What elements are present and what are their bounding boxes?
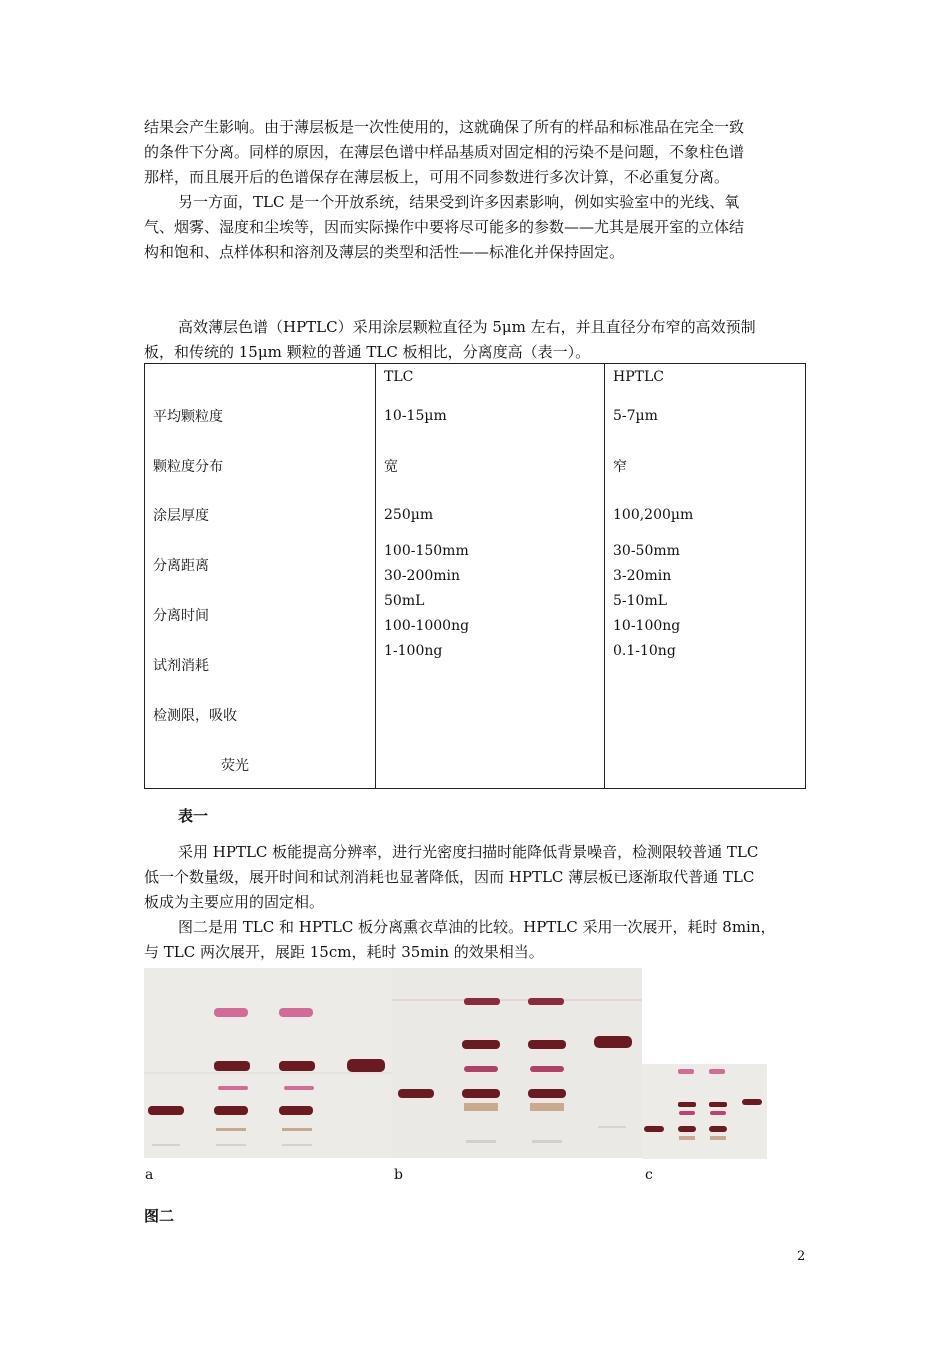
band xyxy=(216,1128,246,1131)
band xyxy=(462,1089,500,1098)
hptlc-value: 30-50mm xyxy=(613,543,680,559)
band xyxy=(462,1040,500,1049)
text-line: 低一个数量级，展开时间和试剂消耗也显著降低，因而 HPTLC 薄层板已逐渐取代普通 TLC xyxy=(144,868,755,886)
tlc-plate-b xyxy=(392,968,642,1158)
table-divider xyxy=(604,364,605,788)
tlc-value: 100-1000ng xyxy=(384,618,470,634)
band xyxy=(532,1140,562,1143)
tlc-value: 30-200min xyxy=(384,568,461,584)
band xyxy=(464,1103,498,1111)
figure-caption: 图二 xyxy=(144,1207,175,1225)
band xyxy=(528,1089,566,1098)
hptlc-value: 5-10mL xyxy=(613,593,668,609)
band xyxy=(528,1040,566,1049)
figure-label-b: b xyxy=(394,1167,403,1183)
text-line: 那样，而且展开后的色谱保存在薄层板上，可用不同参数进行多次计算，不必重复分离。 xyxy=(144,168,730,186)
text-line: 的条件下分离。同样的原因，在薄层色谱中样品基质对固定相的污染不是问题，不象柱色谱 xyxy=(144,143,745,161)
band xyxy=(282,1128,312,1131)
table-caption: 表一 xyxy=(178,807,209,825)
band xyxy=(282,1144,312,1146)
tlc-particle-size: 10-15µm xyxy=(384,408,447,424)
figure-label-a: a xyxy=(145,1167,154,1183)
text-line: 图二是用 TLC 和 HPTLC 板分离熏衣草油的比较。HPTLC 采用一次展开，耗时 8min， xyxy=(178,918,776,936)
band xyxy=(347,1059,385,1072)
band xyxy=(742,1099,762,1105)
hptlc-value: 10-100ng xyxy=(613,618,681,634)
text-line: 与 TLC 两次展开，展距 15cm，耗时 35min 的效果相当。 xyxy=(144,943,544,961)
band xyxy=(218,1086,248,1090)
text-line: 板，和传统的 15μm 颗粒的普通 TLC 板相比，分离度高（表一）。 xyxy=(144,343,591,361)
band xyxy=(279,1061,315,1071)
col-header-tlc: TLC xyxy=(384,369,414,385)
band xyxy=(709,1126,727,1132)
tlc-distribution: 宽 xyxy=(384,459,398,475)
tlc-value: 100-150mm xyxy=(384,543,469,559)
tlc-plate-c xyxy=(642,1064,767,1159)
row-label: 荧光 xyxy=(221,758,249,774)
hptlc-particle-size: 5-7µm xyxy=(613,408,658,424)
plate-background xyxy=(642,1064,767,1159)
band xyxy=(709,1102,727,1107)
band xyxy=(594,1036,632,1048)
band xyxy=(679,1136,695,1140)
col-header-hptlc: HPTLC xyxy=(613,369,664,385)
band xyxy=(710,1111,726,1115)
band xyxy=(398,1089,434,1098)
text-line: 板成为主要应用的固定相。 xyxy=(144,893,325,911)
hptlc-value: 3-20min xyxy=(613,568,672,584)
hptlc-distribution: 窄 xyxy=(613,459,627,475)
figure-label-c: c xyxy=(645,1167,653,1183)
tlc-plate-a xyxy=(144,968,392,1158)
band xyxy=(528,998,564,1005)
paragraph-hptlc-advantages xyxy=(144,840,806,915)
page-number: 2 xyxy=(797,1249,806,1264)
paragraph-continuation xyxy=(144,115,806,190)
row-label: 试剂消耗 xyxy=(153,658,209,674)
text-line: 高效薄层色谱（HPTLC）采用涂层颗粒直径为 5μm 左右，并且直径分布窄的高效预制 xyxy=(178,318,756,336)
band xyxy=(710,1136,726,1140)
row-label: 分离距离 xyxy=(153,558,209,574)
band xyxy=(598,1126,626,1128)
row-label: 颗粒度分布 xyxy=(153,459,223,475)
text-line: 气、烟雾、湿度和尘埃等，因而实际操作中要将尽可能多的参数——尤其是展开室的立体结 xyxy=(144,218,745,236)
paragraph-figure-intro xyxy=(144,915,806,965)
band xyxy=(279,1008,313,1017)
band xyxy=(530,1103,564,1111)
row-label: 涂层厚度 xyxy=(153,508,209,524)
row-label: 检测限，吸收 xyxy=(153,708,237,724)
band xyxy=(679,1111,695,1115)
paragraph-hptlc-intro xyxy=(144,315,806,365)
band xyxy=(214,1008,248,1017)
tlc-thickness: 250µm xyxy=(384,507,434,523)
paragraph-open-system xyxy=(144,190,806,265)
band xyxy=(644,1126,664,1132)
band xyxy=(464,1066,498,1072)
row-label: 平均颗粒度 xyxy=(153,409,223,425)
band xyxy=(464,998,500,1005)
table-divider xyxy=(375,364,376,788)
hptlc-thickness: 100,200µm xyxy=(613,507,694,523)
hptlc-value: 0.1-10ng xyxy=(613,643,676,659)
band xyxy=(678,1069,694,1074)
band xyxy=(709,1069,725,1074)
band xyxy=(284,1086,314,1090)
text-line: 采用 HPTLC 板能提高分辨率，进行光密度扫描时能降低背景噪音，检测限较普通 TLC xyxy=(178,843,759,861)
text-line: 构和饱和、点样体积和溶剂及薄层的类型和活性——标准化并保持固定。 xyxy=(144,243,625,261)
tlc-value: 50mL xyxy=(384,593,425,609)
tlc-value: 1-100ng xyxy=(384,643,443,659)
band xyxy=(216,1144,246,1146)
band xyxy=(530,1066,564,1072)
plate-background xyxy=(392,968,642,1158)
band xyxy=(214,1106,248,1115)
band xyxy=(148,1106,184,1115)
row-label: 分离时间 xyxy=(153,608,209,624)
band xyxy=(678,1102,696,1107)
band xyxy=(466,1140,496,1143)
band xyxy=(279,1106,313,1115)
band xyxy=(152,1144,180,1146)
text-line: 另一方面，TLC 是一个开放系统，结果受到许多因素影响，例如实验室中的光线、氧 xyxy=(178,193,740,211)
band xyxy=(214,1061,250,1071)
band xyxy=(678,1126,696,1132)
text-line: 结果会产生影响。由于薄层板是一次性使用的，这就确保了所有的样品和标准品在完全一致 xyxy=(144,118,745,136)
comparison-table xyxy=(144,363,806,789)
